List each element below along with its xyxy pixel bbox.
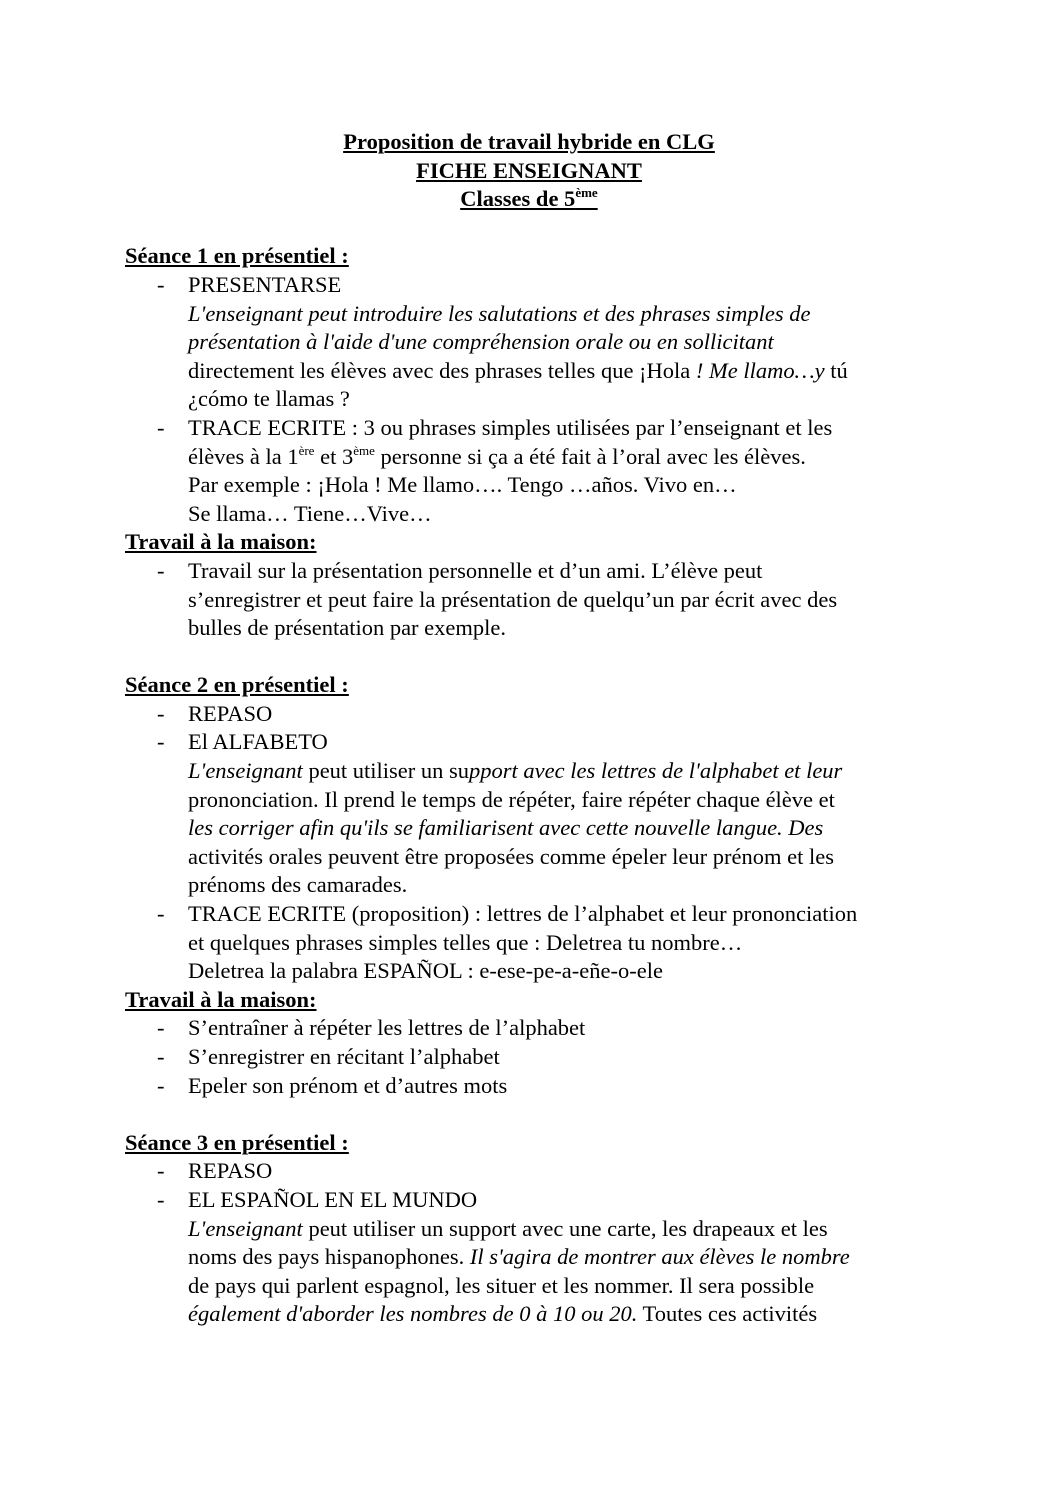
line-content — [125, 1130, 349, 1155]
line-content — [460, 186, 597, 211]
text-line — [0, 757, 1058, 786]
blank-line — [0, 643, 1058, 672]
text-segment: Proposition de travail hybride en CLG — [343, 129, 715, 154]
text-line — [0, 1186, 1058, 1215]
bullet-dash: - — [157, 1158, 165, 1184]
line-content — [343, 129, 714, 154]
text-line — [0, 1043, 1058, 1072]
text-segment: de pays qui parlent espagnol, les situer et les nommer. Il sera possible — [188, 1272, 815, 1298]
italic-text: Il s'agira de montrer aux élèves le nombre — [469, 1244, 850, 1270]
text-line — [0, 443, 1058, 472]
line-content — [188, 1073, 507, 1098]
document-title-line — [0, 157, 1058, 186]
text-line — [0, 1157, 1058, 1186]
text-line — [0, 385, 1058, 414]
blank-line — [0, 214, 1058, 243]
bullet-dash: - — [157, 414, 165, 440]
text-segment: peut utiliser un support avec une carte, les drapeaux et les — [302, 1215, 828, 1241]
line-content — [188, 615, 506, 640]
line-content — [188, 958, 663, 983]
text-segment: Travail sur la présentation personnelle et d’un ami. L’élève peut — [188, 557, 763, 583]
line-content — [188, 1158, 272, 1183]
text-segment: REPASO — [188, 700, 273, 726]
blank-line — [0, 1100, 1058, 1129]
bullet-dash: - — [157, 729, 165, 755]
line-content — [188, 472, 737, 497]
bullet-dash: - — [157, 901, 165, 927]
line-content — [188, 1187, 477, 1212]
line-content — [188, 587, 837, 612]
section-heading — [0, 242, 1058, 271]
text-line — [0, 1072, 1058, 1101]
text-segment: prononciation. Il prend le temps de répéter, faire répéter chaque élève et — [188, 786, 835, 812]
text-segment: Séance 2 en présentiel : — [125, 672, 349, 698]
text-segment: Travail à la maison: — [125, 986, 317, 1012]
text-line — [0, 957, 1058, 986]
text-segment: et quelques phrases simples telles que : Deletrea tu nombre… — [188, 929, 743, 955]
line-content — [188, 930, 742, 955]
line-content — [188, 1301, 817, 1326]
line-content — [188, 1044, 500, 1069]
text-segment: s’enregistrer et peut faire la présentation de quelqu’un par écrit avec des — [188, 586, 838, 612]
text-segment: et 3 — [314, 443, 354, 469]
italic-text: présentation à l'aide d'une compréhension orale ou en sollicitant — [188, 329, 774, 355]
line-content — [125, 529, 316, 554]
text-line — [0, 871, 1058, 900]
text-segment: Se llama… Tiene…Vive… — [188, 500, 432, 526]
text-segment: bulles de présentation par exemple. — [188, 615, 507, 641]
text-segment: FICHE ENSEIGNANT — [416, 157, 642, 183]
bullet-dash: - — [157, 1015, 165, 1041]
text-segment: EL ESPAÑOL EN EL MUNDO — [188, 1186, 478, 1212]
line-content — [188, 558, 762, 583]
text-line — [0, 357, 1058, 386]
italic-text: pport avec les lettres de l'alphabet et leur — [469, 758, 843, 784]
italic-text: également d'aborder les nombres de 0 à 10 ou 20. — [188, 1301, 638, 1327]
section-heading — [0, 1129, 1058, 1158]
bullet-dash: - — [157, 1186, 165, 1212]
text-segment: Classes de 5 — [460, 186, 576, 212]
line-content — [188, 444, 806, 469]
line-content — [188, 729, 328, 754]
line-content — [188, 415, 832, 440]
superscript: ème — [575, 185, 598, 201]
text-segment: prénoms des camarades. — [188, 872, 408, 898]
line-content — [188, 815, 823, 840]
text-line — [0, 843, 1058, 872]
line-content — [125, 987, 316, 1012]
line-content — [125, 243, 349, 268]
text-line — [0, 500, 1058, 529]
line-content — [188, 872, 407, 897]
text-segment: PRESENTARSE — [188, 271, 342, 297]
italic-text: L'enseignant — [188, 758, 303, 784]
document-title-line — [0, 185, 1058, 214]
text-line — [0, 700, 1058, 729]
section-heading — [0, 671, 1058, 700]
line-content — [188, 758, 842, 783]
italic-text: L'enseignant peut introduire les salutations et des phrases simples de — [188, 300, 811, 326]
text-line — [0, 728, 1058, 757]
text-segment: ¿cómo te llamas ? — [188, 386, 350, 412]
text-segment: Epeler son prénom et d’autres mots — [188, 1072, 508, 1098]
line-content — [188, 701, 272, 726]
superscript: ère — [298, 442, 315, 458]
line-content — [125, 672, 349, 697]
text-segment: Toutes ces activités — [637, 1301, 818, 1327]
italic-text: les corriger afin qu'ils se familiarisent avec cette nouvelle langue. Des — [188, 815, 824, 841]
text-line — [0, 328, 1058, 357]
text-segment: Séance 3 en présentiel : — [125, 1129, 349, 1155]
text-line — [0, 586, 1058, 615]
line-content — [188, 329, 774, 354]
text-line — [0, 414, 1058, 443]
line-content — [188, 301, 811, 326]
text-segment: Deletrea la palabra ESPAÑOL : e-ese-pe-a-eñe-o-ele — [188, 958, 663, 984]
line-content — [188, 1273, 814, 1298]
text-line — [0, 1014, 1058, 1043]
text-line — [0, 1215, 1058, 1244]
bullet-dash: - — [157, 271, 165, 297]
text-segment: directement les élèves avec des phrases telles que ¡Hola — [188, 357, 696, 383]
line-content — [188, 501, 432, 526]
text-segment: activités orales peuvent être proposées comme épeler leur prénom et les — [188, 843, 834, 869]
document-page — [0, 128, 1058, 1329]
text-line — [0, 614, 1058, 643]
line-content — [188, 787, 835, 812]
line-content — [188, 1015, 585, 1040]
text-segment: TRACE ECRITE : 3 ou phrases simples utilisées par l’enseignant et les — [188, 414, 833, 440]
line-content — [188, 1244, 850, 1269]
text-segment: Par exemple : ¡Hola ! Me llamo…. Tengo …años. Vivo en… — [188, 472, 737, 498]
text-segment: personne si ça a été fait à l’oral avec les élèves. — [374, 443, 806, 469]
text-segment: El ALFABETO — [188, 729, 328, 755]
text-segment: élèves à la 1 — [188, 443, 299, 469]
line-content — [188, 1216, 828, 1241]
text-segment: noms des pays hispanophones. — [188, 1244, 470, 1270]
line-content — [188, 272, 341, 297]
section-heading — [0, 528, 1058, 557]
text-segment: Travail à la maison: — [125, 529, 317, 555]
bullet-dash: - — [157, 700, 165, 726]
text-segment: S’enregistrer en récitant l’alphabet — [188, 1044, 500, 1069]
superscript: ème — [353, 442, 375, 458]
text-segment: S’entraîner à répéter les lettres de l’alphabet — [188, 1015, 586, 1041]
bullet-dash: - — [157, 1044, 165, 1069]
text-line — [0, 1272, 1058, 1301]
text-line — [0, 300, 1058, 329]
text-line — [0, 900, 1058, 929]
text-line — [0, 471, 1058, 500]
bullet-dash: - — [157, 1072, 165, 1098]
document-title-line — [0, 128, 1058, 157]
text-line — [0, 271, 1058, 300]
line-content — [188, 358, 848, 383]
text-line — [0, 814, 1058, 843]
text-line — [0, 1300, 1058, 1329]
italic-text: L'enseignant — [188, 1215, 303, 1241]
italic-text: ! Me llamo…y — [695, 357, 831, 383]
text-line — [0, 557, 1058, 586]
text-segment: Séance 1 en présentiel : — [125, 243, 349, 269]
line-content — [188, 844, 834, 869]
line-content — [188, 386, 350, 411]
text-segment: tú — [830, 357, 848, 383]
text-line — [0, 929, 1058, 958]
line-content — [188, 901, 857, 926]
text-line — [0, 786, 1058, 815]
text-segment: TRACE ECRITE (proposition) : lettres de l’alphabet et leur prononciation — [188, 901, 858, 927]
text-segment: REPASO — [188, 1158, 273, 1184]
section-heading — [0, 986, 1058, 1015]
text-line — [0, 1243, 1058, 1272]
bullet-dash: - — [157, 557, 165, 583]
text-segment: peut utiliser un su — [302, 758, 470, 784]
line-content — [416, 158, 642, 183]
